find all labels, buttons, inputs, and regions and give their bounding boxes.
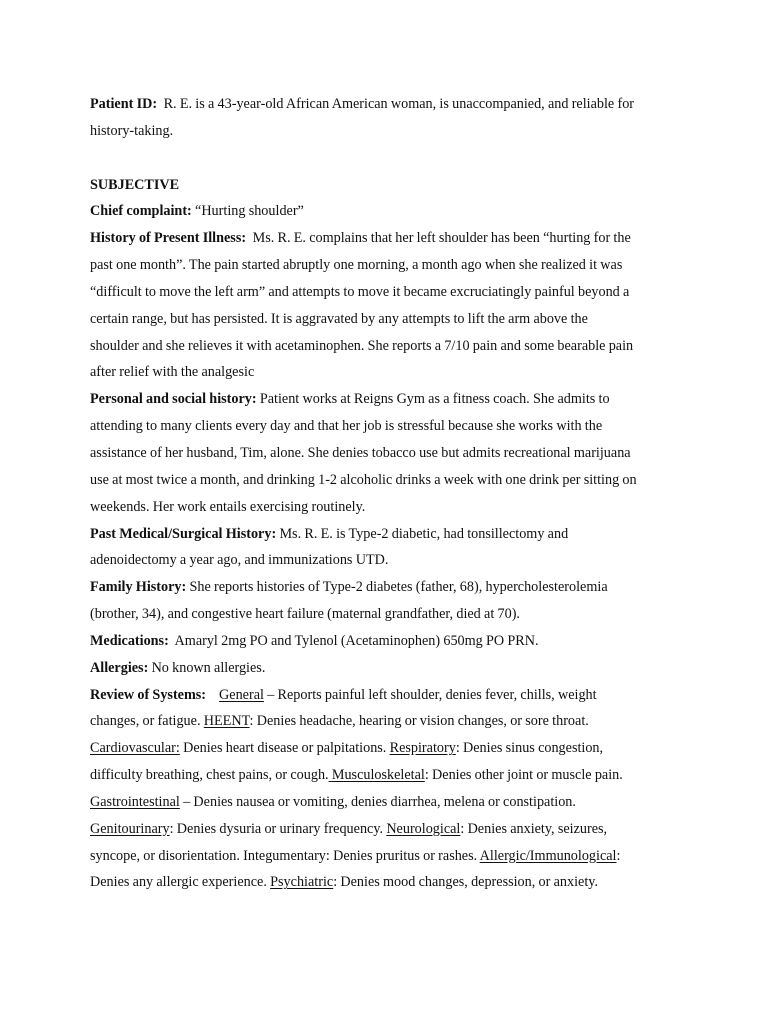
- pmh-line-1: [90, 521, 686, 548]
- ros-cardio-heading: Cardiovascular:: [90, 740, 180, 757]
- social-line-2: [90, 413, 686, 440]
- pmh-line-2: [90, 547, 686, 574]
- hpi-text: “difficult to move the left arm” and attempts to move it became excruciatingly painful beyond a: [90, 283, 630, 300]
- ros-neuro-heading: Neurological: [386, 820, 461, 837]
- chief-complaint-text: “Hurting shoulder”: [195, 203, 304, 220]
- ros-gu-text: : Denies dysuria or urinary frequency.: [169, 820, 384, 837]
- ros-allergic-colon: :: [616, 847, 621, 864]
- social-text: assistance of her husband, Tim, alone. She denies tobacco use but admits recreational marijuana: [90, 444, 631, 461]
- ros-line-4: [90, 762, 686, 789]
- ros-line-5: [90, 789, 686, 816]
- ros-gi-text: – Denies nausea or vomiting, denies diarrhea, melena or constipation.: [183, 793, 576, 810]
- family-text: (brother, 34), and congestive heart failure (maternal grandfather, died at 70).: [90, 606, 520, 623]
- ros-gu-heading: Genitourinary: [90, 820, 170, 837]
- ros-general-text: – Reports painful left shoulder, denies fever, chills, weight: [267, 686, 597, 703]
- chief-complaint-label: Chief complaint:: [90, 203, 192, 220]
- ros-psych-text: : Denies mood changes, depression, or anxiety.: [333, 874, 598, 891]
- family-text: She reports histories of Type-2 diabetes (father, 68), hypercholesterolemia: [189, 579, 608, 596]
- social-text: weekends. Her work entails exercising routinely.: [90, 498, 366, 515]
- social-line-4: [90, 467, 686, 494]
- allergies-line: [90, 655, 686, 682]
- chief-complaint-line: [90, 198, 686, 225]
- ros-line-1: [90, 682, 686, 709]
- hpi-line-4: [90, 306, 686, 333]
- social-line-5: [90, 494, 686, 521]
- family-label: Family History:: [90, 579, 187, 596]
- ros-neuro-text: : Denies anxiety, seizures,: [460, 820, 608, 837]
- ros-resp-heading: Respiratory: [389, 740, 456, 757]
- ros-general-heading: General: [219, 686, 264, 703]
- patient-id-label: Patient ID:: [90, 96, 158, 112]
- document-body: [90, 91, 686, 896]
- hpi-text: after relief with the analgesic: [90, 364, 255, 381]
- hpi-line-1: [90, 225, 686, 252]
- section-heading-subjective: [90, 172, 686, 199]
- ros-line-6: [90, 816, 686, 843]
- ros-musc-heading: Musculoskeletal: [331, 767, 425, 784]
- social-text: Patient works at Reigns Gym as a fitness coach. She admits to: [259, 391, 610, 408]
- medications-line: [90, 628, 686, 655]
- ros-psych-heading: Psychiatric: [270, 874, 334, 891]
- ros-line-2: [90, 708, 686, 735]
- medications-label: Medications:: [90, 632, 169, 649]
- ros-allergic-text: Denies any allergic experience.: [90, 874, 267, 891]
- hpi-line-5: [90, 333, 686, 360]
- ros-label: Review of Systems:: [90, 686, 207, 703]
- ros-general-text-cont: changes, or fatigue.: [90, 713, 201, 730]
- social-line-3: [90, 440, 686, 467]
- hpi-text: Ms. R. E. complains that her left shoulder has been “hurting for the: [252, 230, 631, 247]
- patient-id-text: R. E. is a 43-year-old African American woman, is unaccompanied, and reliable for: [163, 96, 635, 112]
- spacer: [90, 145, 686, 172]
- medications-text: Amaryl 2mg PO and Tylenol (Acetaminophen) 650mg PO PRN.: [174, 632, 539, 649]
- pmh-text: adenoidectomy a year ago, and immunizations UTD.: [90, 552, 389, 569]
- hpi-label: History of Present Illness:: [90, 230, 247, 247]
- social-label: Personal and social history:: [90, 391, 257, 408]
- ros-heent-heading: HEENT: [203, 713, 250, 730]
- ros-resp-text: : Denies sinus congestion,: [455, 740, 604, 757]
- hpi-line-6: [90, 359, 686, 386]
- patient-id-text-cont: history-taking.: [90, 122, 174, 139]
- ros-musc-text: : Denies other joint or muscle pain.: [424, 767, 623, 784]
- ros-gi-heading: Gastrointestinal: [90, 793, 180, 810]
- ros-heent-text: : Denies headache, hearing or vision changes, or sore throat.: [249, 713, 589, 730]
- social-text: attending to many clients every day and that her job is stressful because she works with the: [90, 418, 603, 435]
- hpi-line-2: [90, 252, 686, 279]
- hpi-line-3: [90, 279, 686, 306]
- patient-id-line-2: [90, 118, 686, 145]
- ros-cardio-text: Denies heart disease or palpitations.: [183, 740, 387, 757]
- family-line-2: [90, 601, 686, 628]
- ros-line-7: [90, 843, 686, 870]
- allergies-label: Allergies:: [90, 659, 149, 676]
- hpi-text: shoulder and she relieves it with acetaminophen. She reports a 7/10 pain and some bearable pain: [90, 337, 634, 354]
- allergies-text: No known allergies.: [151, 659, 266, 676]
- family-line-1: [90, 574, 686, 601]
- patient-id-line-1: [90, 91, 686, 118]
- social-text: use at most twice a month, and drinking 1-2 alcoholic drinks a week with one drink per sitting on: [90, 471, 637, 488]
- pmh-text: Ms. R. E. is Type-2 diabetic, had tonsillectomy and: [279, 525, 569, 542]
- ros-allergic-heading: Allergic/Immunological: [479, 847, 617, 864]
- ros-neuro-text-cont: syncope, or disorientation. Integumentary: Denies pruritus or rashes.: [90, 847, 478, 864]
- ros-resp-text-cont: difficulty breathing, chest pains, or cough.: [90, 767, 329, 784]
- social-line-1: [90, 386, 686, 413]
- pmh-label: Past Medical/Surgical History:: [90, 525, 277, 542]
- ros-line-3: [90, 735, 686, 762]
- hpi-text: certain range, but has persisted. It is aggravated by any attempts to lift the arm above the: [90, 310, 588, 327]
- hpi-text: past one month”. The pain started abruptly one morning, a month ago when she realized it was: [90, 257, 623, 274]
- ros-line-8: [90, 869, 686, 896]
- subjective-heading: SUBJECTIVE: [90, 176, 180, 193]
